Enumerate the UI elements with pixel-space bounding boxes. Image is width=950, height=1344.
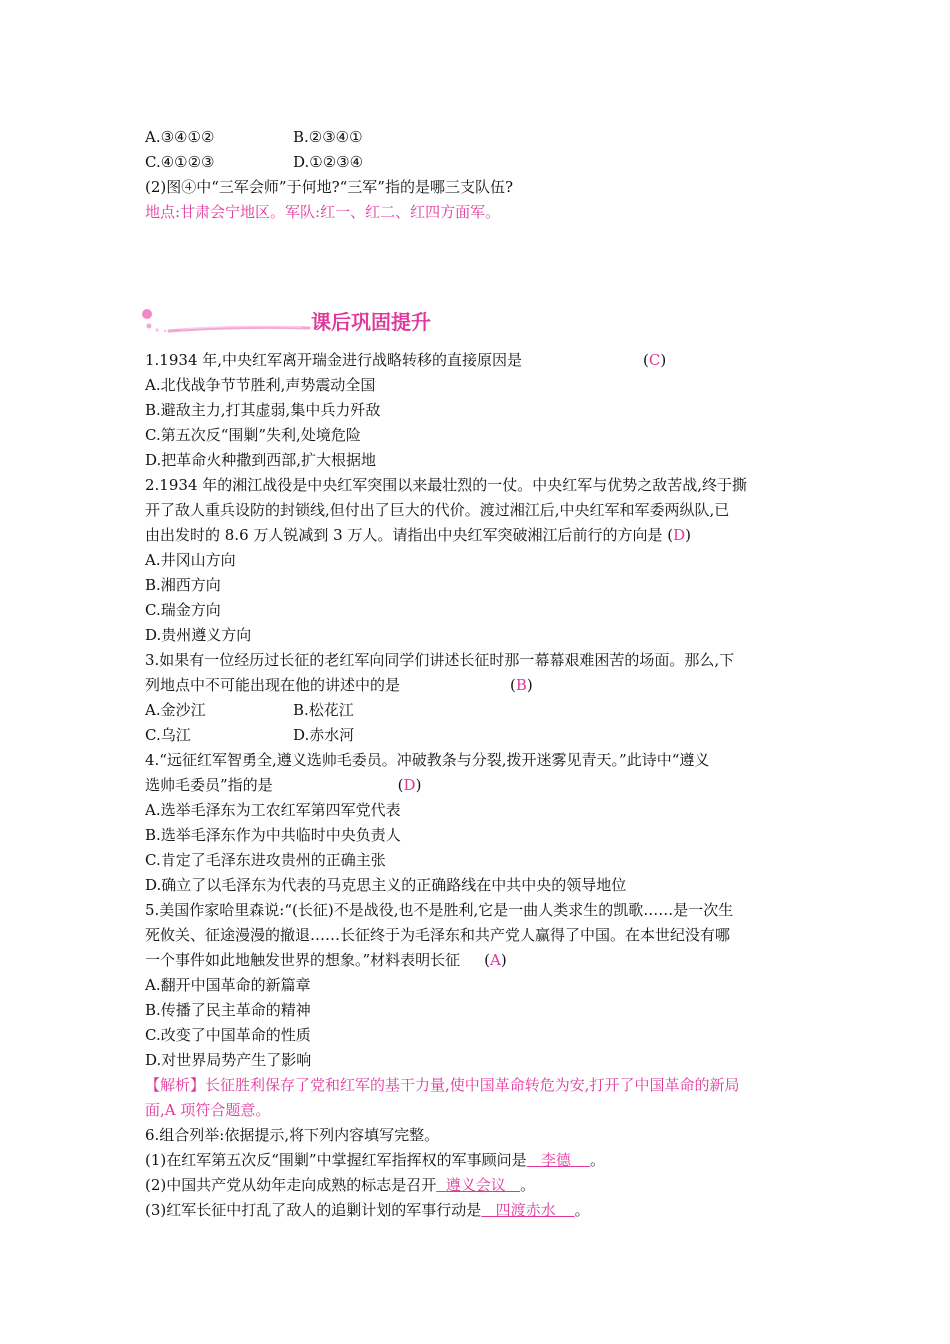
- q5-answer: A: [490, 951, 501, 969]
- option-a: A.③④①②: [145, 128, 215, 146]
- q5-line-3: 一个事件如此地触发世界的想象。”材料表明长征 (A): [145, 951, 507, 969]
- document-page: [145, 125, 815, 1223]
- q2-answer: D: [673, 526, 686, 544]
- option-b: B.②③④①: [293, 128, 363, 146]
- q6-item-3: (3)红军长征中打乱了敌人的追剿计划的军事行动是 四渡赤水 。: [145, 1201, 590, 1219]
- q4-option-c: C.肯定了毛泽东进攻贵州的正确主张: [145, 851, 386, 869]
- options-row-1: [145, 125, 815, 150]
- heading-decoration-icon: [141, 302, 311, 342]
- q2-line-3: 由出发时的 8.6 万人锐减到 3 万人。请指出中央红军突破湘江后前行的方向是 (D): [145, 526, 691, 544]
- q3-options-row-1: [145, 698, 815, 723]
- q1-option-b: B.避敌主力,打其虚弱,集中兵力歼敌: [145, 401, 381, 419]
- q2-option-c: C.瑞金方向: [145, 601, 221, 619]
- q2-option-b: B.湘西方向: [145, 576, 221, 594]
- q3-line-1: 3.如果有一位经历过长征的老红军向同学们讲述长征时那一幕幕艰难困苦的场面。那么,下: [145, 651, 735, 669]
- q3-option-b: B.松花江: [293, 701, 354, 719]
- q4-line-2: 选帅毛委员”指的是 (D): [145, 776, 422, 794]
- q4-option-b: B.选举毛泽东作为中共临时中央负责人: [145, 826, 401, 844]
- q5-option-a: A.翻开中国革命的新篇章: [145, 976, 311, 994]
- q3-options-row-2: [145, 723, 815, 748]
- q1-option-d: D.把革命火种撒到西部,扩大根据地: [145, 451, 377, 469]
- option-c: C.④①②③: [145, 153, 215, 171]
- q6-item-1: (1)在红军第五次反“围剿”中掌握红军指挥权的军事顾问是 李德 。: [145, 1151, 606, 1169]
- q3-line-2: 列地点中不可能出现在他的讲述中的是 (B): [145, 676, 533, 694]
- q2-line-1: 2.1934 年的湘江战役是中央红军突围以来最壮烈的一仗。中央红军与优势之敌苦战,终于撕: [145, 476, 748, 494]
- q4-option-d: D.确立了以毛泽东为代表的马克思主义的正确路线在中共中央的领导地位: [145, 876, 627, 894]
- q5-analysis-line-1: 【解析】长征胜利保存了党和红军的基干力量,使中国革命转危为安,打开了中国革命的新局: [145, 1076, 740, 1094]
- q4-line-1: 4.“远征红军智勇全,遵义选帅毛委员。冲破教条与分裂,拨开迷雾见青天。”此诗中“遵义: [145, 751, 710, 769]
- q1-answer: C: [648, 351, 661, 369]
- q3-answer: B: [515, 676, 527, 694]
- q5-line-2: 死攸关、征途漫漫的撤退……长征终于为毛泽东和共产党人赢得了中国。在本世纪没有哪: [145, 926, 731, 944]
- q1-option-a: A.北伐战争节节胜利,声势震动全国: [145, 376, 376, 394]
- q3-option-a: A.金沙江: [145, 701, 206, 719]
- q5-option-d: D.对世界局势产生了影响: [145, 1051, 312, 1069]
- q2-option-d: D.贵州遵义方向: [145, 626, 252, 644]
- q6-blank-1: 李德: [540, 1151, 571, 1169]
- q2-option-a: A.井冈山方向: [145, 551, 236, 569]
- q5-option-b: B.传播了民主革命的精神: [145, 1001, 311, 1019]
- options-row-2: [145, 150, 815, 175]
- q5-line-1: 5.美国作家哈里森说:“(长征)不是战役,也不是胜利,它是一曲人类求生的凯歌……是一次生: [145, 901, 734, 919]
- section-title: 课后巩固提升: [311, 310, 431, 334]
- q1-option-c: C.第五次反“围剿”失利,处境危险: [145, 426, 361, 444]
- q6-stem: 6.组合列举:依据提示,将下列内容填写完整。: [145, 1126, 440, 1144]
- option-d: D.①②③④: [293, 153, 364, 171]
- q6-blank-3: 四渡赤水: [495, 1201, 556, 1219]
- q2-line-2: 开了敌人重兵设防的封锁线,但付出了巨大的代价。渡过湘江后,中央红军和军委两纵队,已: [145, 501, 730, 519]
- q5-analysis-line-2: 面,A 项符合题意。: [145, 1101, 271, 1119]
- q6-blank-2: 遵义会议: [445, 1176, 506, 1194]
- question-2-text: (2)图④中“三军会师”于何地?“三军”指的是哪三支队伍?: [145, 178, 514, 196]
- q4-answer: D: [403, 776, 416, 794]
- q4-option-a: A.选举毛泽东为工农红军第四军党代表: [145, 801, 401, 819]
- analysis-tag: 【解析】: [145, 1076, 206, 1094]
- q6-item-2: (2)中国共产党从幼年走向成熟的标志是召开 遵义会议 。: [145, 1176, 536, 1194]
- q3-option-d: D.赤水河: [293, 726, 355, 744]
- q5-option-c: C.改变了中国革命的性质: [145, 1026, 311, 1044]
- q3-option-c: C.乌江: [145, 726, 191, 744]
- section-heading: [145, 302, 815, 342]
- question-2-answer: 地点:甘肃会宁地区。军队:红一、红二、红四方面军。: [145, 203, 501, 221]
- q1-stem: 1.1934 年,中央红军离开瑞金进行战略转移的直接原因是 (C): [145, 351, 667, 369]
